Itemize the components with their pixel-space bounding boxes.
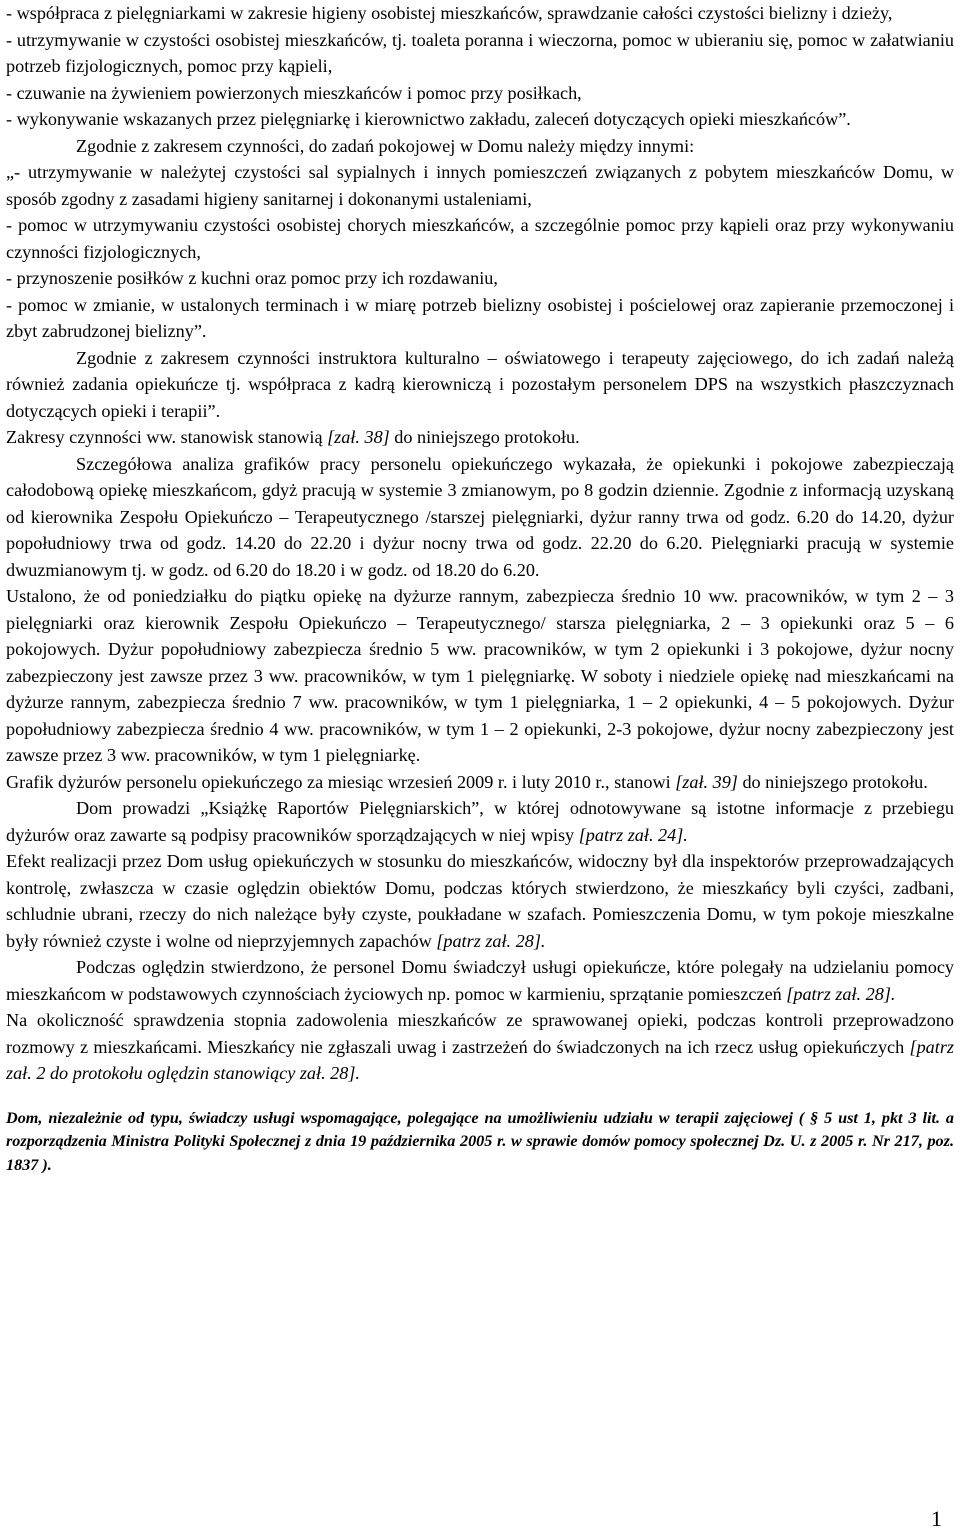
attachment-reference: [patrz zał. 2 do protokołu oględzin stanowiący zał. 28].	[6, 1036, 954, 1083]
attachment-reference: [zał. 38]	[327, 427, 390, 447]
footnote: Dom, niezależnie od typu, świadczy usługi wspomagające, polegające na umożliwieniu udziału w terapii zajęciowej ( § 5 ust 1, pkt 3 lit. a rozporządzenia Ministra Polityki Społecznej z dnia 19 października 2005 r. w sprawie domów pomocy społecznej Dz. U. z 2005 r. Nr 217, poz. 1837 ).	[6, 1108, 954, 1174]
paragraph: Zgodnie z zakresem czynności, do zadań pokojowej w Domu należy między innymi:	[76, 135, 695, 156]
list-item: „- utrzymywanie w należytej czystości sal sypialnych i innych pomieszczeń związanych z pobytem mieszkańców Domu, w sposób zgodny z zasadami higieny sanitarnej i dokonanymi ustaleniami,	[6, 162, 954, 209]
attachment-reference: [patrz zał. 24].	[578, 824, 688, 845]
paragraph	[6, 795, 954, 848]
text-span: do niniejszego protokołu.	[742, 771, 928, 792]
text-span: Grafik dyżurów personelu opiekuńczego za miesiąc wrzesień 2009 r. i luty 2010 r., stanowi	[6, 771, 671, 792]
paragraph	[6, 954, 954, 1007]
list-item: - pomoc w utrzymywaniu czystości osobistej chorych mieszkańców, a szczególnie pomoc przy kąpieli oraz przy wykonywaniu czynności fizjologicznych,	[6, 215, 954, 262]
list-item: - wykonywanie wskazanych przez pielęgniarkę i kierownictwo zakładu, zaleceń dotyczących opieki mieszkańców”.	[6, 109, 851, 129]
list-item: - czuwanie na żywieniem powierzonych mieszkańców i pomoc przy posiłkach,	[6, 82, 582, 103]
document-body	[6, 0, 954, 1177]
text-span: Efekt realizacji przez Dom usług opiekuńczych w stosunku do mieszkańców, widoczny był dla inspektorów przeprowadzających kontrolę, zwłaszcza w czasie oględzin obiektów Domu, podczas których stwierdzono, że mieszkańcy byli czyści, zadbani, schludnie ubrani, rzeczy do nich należące były czyste, poukładane w szafach. Pomieszczenia Domu, w tym pokoje mieszkalne były również czyste i wolne od nieprzyjemnych zapachów	[6, 851, 954, 951]
attachment-reference: [zał. 39]	[675, 771, 738, 792]
list-item: - współpraca z pielęgniarkami w zakresie higieny osobistej mieszkańców, sprawdzanie całości czystości bielizny i dzieży,	[6, 3, 893, 23]
page-number: 1	[931, 1506, 942, 1531]
text-span: Dom prowadzi „Książkę Raportów Pielęgniarskich”, w której odnotowywane są istotne informacje z przebiegu dyżurów oraz zawarte są podpisy pracowników sporządzających w niej wpisy	[6, 798, 954, 845]
list-item: - utrzymywanie w czystości osobistej mieszkańców, tj. toaleta poranna i wieczorna, pomoc w ubieraniu się, pomoc w załatwianiu potrzeb fizjologicznych, pomoc przy kąpieli,	[6, 29, 954, 76]
paragraph: Zgodnie z zakresem czynności instruktora kulturalno – oświatowego i terapeuty zajęciowego, do ich zadań należą również zadania opiekuńcze tj. współpraca z kadrą kierowniczą i pozostałym personelem DPS na wszystkich płaszczyznach dotyczących opieki i terapii”.	[6, 347, 954, 421]
text-span: Zakresy czynności ww. stanowisk stanowią	[6, 427, 323, 447]
paragraph	[6, 424, 954, 451]
paragraph	[6, 769, 954, 796]
text-span: Na okoliczność sprawdzenia stopnia zadowolenia mieszkańców ze sprawowanej opieki, podczas kontroli przeprowadzono rozmowy z mieszkańcami. Mieszkańcy nie zgłaszali uwag i zastrzeżeń do świadczonych na ich rzecz usług opiekuńczych	[6, 1010, 954, 1057]
paragraph	[6, 1007, 954, 1087]
attachment-reference: [patrz zał. 28].	[786, 983, 896, 1004]
attachment-reference: [patrz zał. 28].	[436, 930, 546, 951]
paragraph: Ustalono, że od poniedziałku do piątku opiekę na dyżurze rannym, zabezpiecza średnio 10 ww. pracowników, w tym 2 – 3 pielęgniarki oraz kierownik Zespołu Opiekuńczo – Terapeutycznego/ starsza pielęgniarka, 2 – 3 opiekunki oraz 5 – 6 pokojowych. Dyżur popołudniowy zabezpiecza średnio 5 ww. pracowników, w tym 2 opiekunki i 3 pokojowe, dyżur nocny zabezpieczony jest zawsze przez 3 ww. pracowników, w tym 1 pielęgniarkę. W soboty i niedziele opiekę nad mieszkańcami na dyżurze rannym, zabezpiecza średnio 7 ww. pracowników, w tym 1 pielęgniarka, 1 – 2 opiekunki, 4 – 5 pokojowych. Dyżur popołudniowy zabezpiecza średnio 4 ww. pracowników, w tym 1 – 2 opiekunki, 2-3 pokojowe, dyżur nocny zabezpieczony jest zawsze przez 3 ww. pracowników, w tym 1 pielęgniarkę.	[6, 586, 954, 765]
paragraph: Szczegółowa analiza grafików pracy personelu opiekuńczego wykazała, że opiekunki i pokojowe zabezpieczają całodobową opiekę mieszkańcom, gdyż pracują w systemie 3 zmianowym, po 8 godzin dziennie. Zgodnie z informacją uzyskaną od kierownika Zespołu Opiekuńczo – Terapeutycznego /starszej pielęgniarki, dyżur ranny trwa od godz. 6.20 do 14.20, dyżur popołudniowy trwa od godz. 14.20 do 22.20 i dyżur nocny trwa od godz. 22.20 do 6.20. Pielęgniarki pracują w systemie dwuzmianowym tj. w godz. od 6.20 do 18.20 i w godz. od 18.20 do 6.20.	[6, 453, 954, 580]
list-item: - pomoc w zmianie, w ustalonych terminach i w miarę potrzeb bielizny osobistej i pościelowej oraz zapieranie przemoczonej i zbyt zabrudzonej bielizny”.	[6, 294, 954, 341]
text-span: Podczas oględzin stwierdzono, że personel Domu świadczył usługi opiekuńcze, które polegały na udzielaniu pomocy mieszkańcom w podstawowych czynnościach życiowych np. pomoc w karmieniu, sprzątanie pomieszczeń	[6, 957, 954, 1004]
text-span: do niniejszego protokołu.	[394, 427, 580, 447]
list-item: - przynoszenie posiłków z kuchni oraz pomoc przy ich rozdawaniu,	[6, 268, 498, 288]
paragraph	[6, 848, 954, 954]
